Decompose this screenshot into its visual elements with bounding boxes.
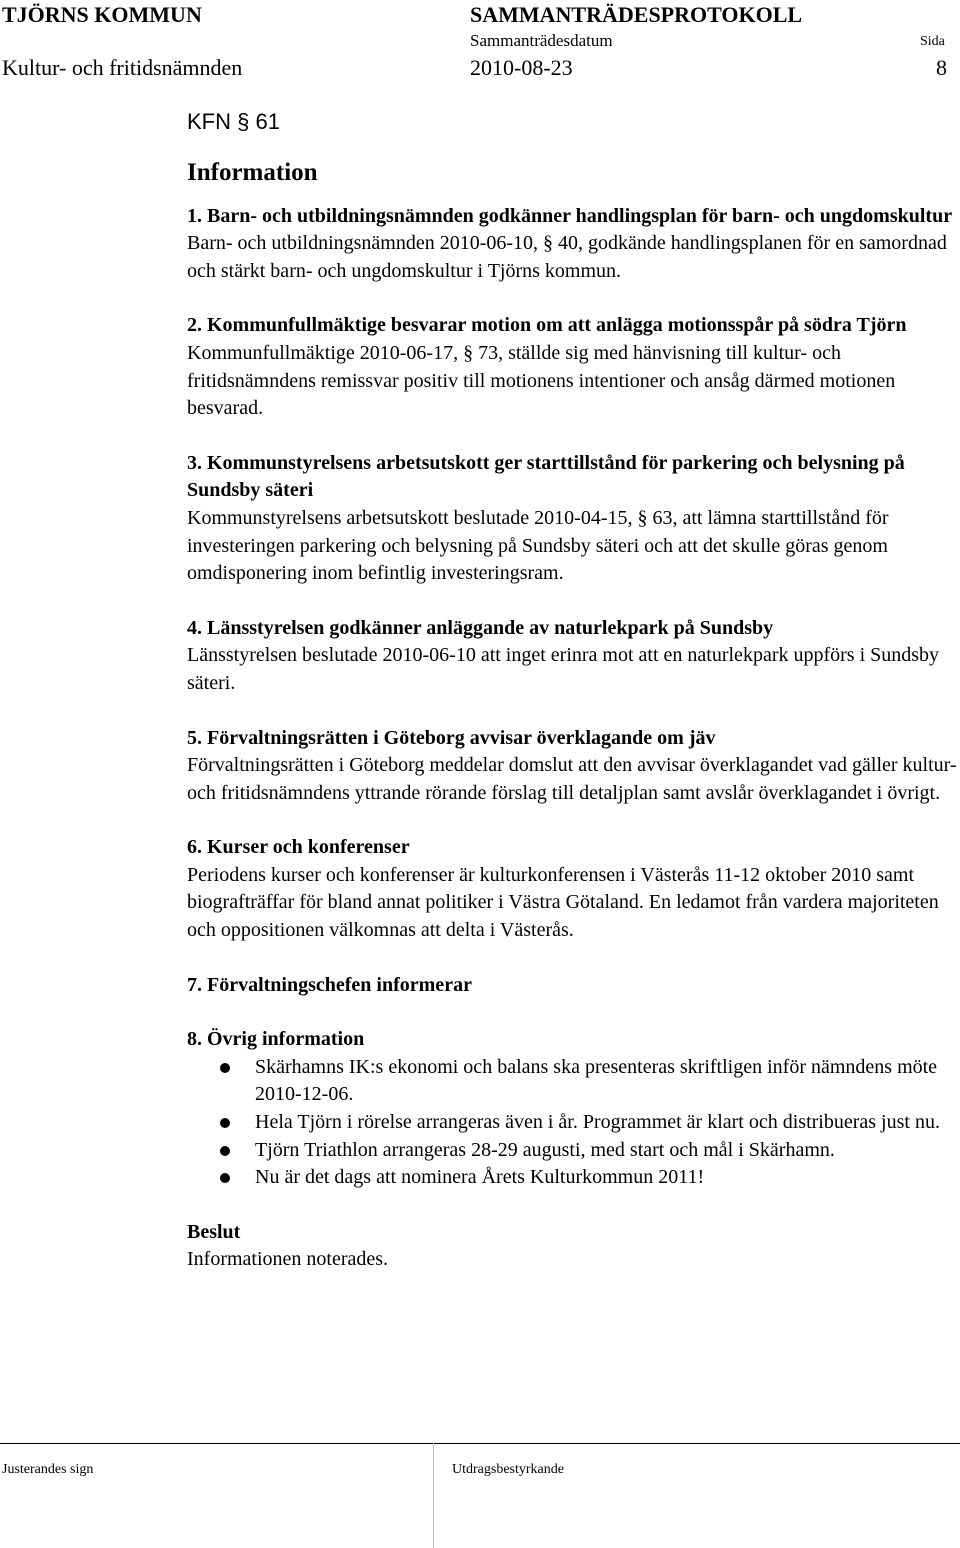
page-label: Sida bbox=[920, 34, 945, 49]
justerandes-sign-label: Justerandes sign bbox=[2, 1462, 94, 1477]
list-item bbox=[187, 1109, 957, 1137]
paragraph-reference: KFN § 61 bbox=[187, 109, 280, 134]
info-section bbox=[187, 972, 957, 1000]
document-type: SAMMANTRÄDESPROTOKOLL bbox=[470, 2, 803, 27]
beslut-title: Beslut bbox=[187, 1220, 241, 1243]
section-title: 6. Kurser och konferenser bbox=[187, 836, 410, 859]
section-body: Kommunfullmäktige 2010-06-17, § 73, ställde sig med hänvisning till kultur- och fritidsnämndens remissvar positiv till motionens intentioner och ansåg därmed motionen besvarad. bbox=[187, 341, 896, 420]
list-item bbox=[187, 1137, 957, 1165]
section-title: 1. Barn- och utbildningsnämnden godkänner handlingsplan för barn- och ungdomskultur bbox=[187, 204, 953, 227]
beslut-text: Informationen noterades. bbox=[187, 1248, 389, 1271]
ovrig-section bbox=[187, 1026, 957, 1192]
section-title: 3. Kommunstyrelsens arbetsutskott ger starttillstånd för parkering och belysning på Sundsby säteri bbox=[187, 451, 905, 502]
org-name: TJÖRNS KOMMUN bbox=[2, 2, 202, 27]
info-section bbox=[187, 725, 957, 808]
bullet-icon bbox=[220, 1063, 230, 1073]
ovrig-title: 8. Övrig information bbox=[187, 1028, 365, 1051]
section-body: Förvaltningsrätten i Göteborg meddelar domslut att den avvisar överklagandet vad gäller kultur- och fritidsnämndens yttrande rörande förslag till detaljplan samt avslår överklagandet i övrigt. bbox=[187, 754, 957, 804]
info-section bbox=[187, 450, 957, 588]
section-title: 2. Kommunfullmäktige besvarar motion om att anlägga motionsspår på södra Tjörn bbox=[187, 314, 907, 337]
section-title: 7. Förvaltningschefen informerar bbox=[187, 973, 472, 996]
section-body: Barn- och utbildningsnämnden 2010-06-10, § 40, godkände handlingsplanen för en samordnad och stärkt barn- och ungdomskultur i Tjörns kommun. bbox=[187, 232, 947, 282]
info-section bbox=[187, 615, 957, 698]
date-label: Sammanträdesdatum bbox=[470, 31, 613, 50]
sections-list bbox=[187, 203, 957, 1000]
list-item bbox=[187, 1054, 957, 1109]
list-item-text: Nu är det dags att nominera Årets Kulturkommun 2011! bbox=[255, 1166, 705, 1189]
document-body bbox=[187, 108, 957, 1301]
footer-divider bbox=[0, 1443, 960, 1444]
list-item-text: Tjörn Triathlon arrangeras 28-29 augusti, med start och mål i Skärhamn. bbox=[255, 1138, 835, 1161]
meeting-date: 2010-08-23 bbox=[470, 55, 573, 80]
list-item-text: Hela Tjörn i rörelse arrangeras även i år. Programmet är klart och distribueras just nu. bbox=[255, 1111, 940, 1134]
page-number: 8 bbox=[936, 55, 947, 80]
list-item-text: Skärhamns IK:s ekonomi och balans ska presenteras skriftligen inför nämndens möte 2010-12-06. bbox=[255, 1055, 938, 1106]
beslut-section bbox=[187, 1219, 957, 1274]
info-section bbox=[187, 834, 957, 944]
committee-name: Kultur- och fritidsnämnden bbox=[2, 55, 243, 80]
bullet-icon bbox=[220, 1173, 230, 1183]
info-section bbox=[187, 203, 957, 286]
list-item bbox=[187, 1164, 957, 1192]
ovrig-list bbox=[187, 1054, 957, 1192]
page-title: Information bbox=[187, 158, 318, 186]
utdragsbestyrkande-label: Utdragsbestyrkande bbox=[452, 1462, 564, 1477]
bullet-icon bbox=[220, 1118, 230, 1128]
section-title: 4. Länsstyrelsen godkänner anläggande av naturlekpark på Sundsby bbox=[187, 616, 774, 639]
section-body: Kommunstyrelsens arbetsutskott beslutade 2010-04-15, § 63, att lämna starttillstånd för investeringen parkering och belysning på Sundsby säteri och att det skulle göras genom omdisponering inom befintlig investeringsram. bbox=[187, 506, 889, 585]
info-section bbox=[187, 312, 957, 422]
bullet-icon bbox=[220, 1146, 230, 1156]
section-title: 5. Förvaltningsrätten i Göteborg avvisar överklagande om jäv bbox=[187, 726, 716, 749]
section-body: Länsstyrelsen beslutade 2010-06-10 att inget erinra mot att en naturlekpark uppförs i Sundsby säteri. bbox=[187, 644, 940, 694]
footer-box-divider bbox=[433, 1443, 434, 1548]
section-body: Periodens kurser och konferenser är kulturkonferensen i Västerås 11-12 oktober 2010 samt biografträffar för bland annat politiker i Västra Götaland. En ledamot från vardera majoriteten och oppositionen välkomnas att delta i Västerås. bbox=[187, 863, 939, 942]
